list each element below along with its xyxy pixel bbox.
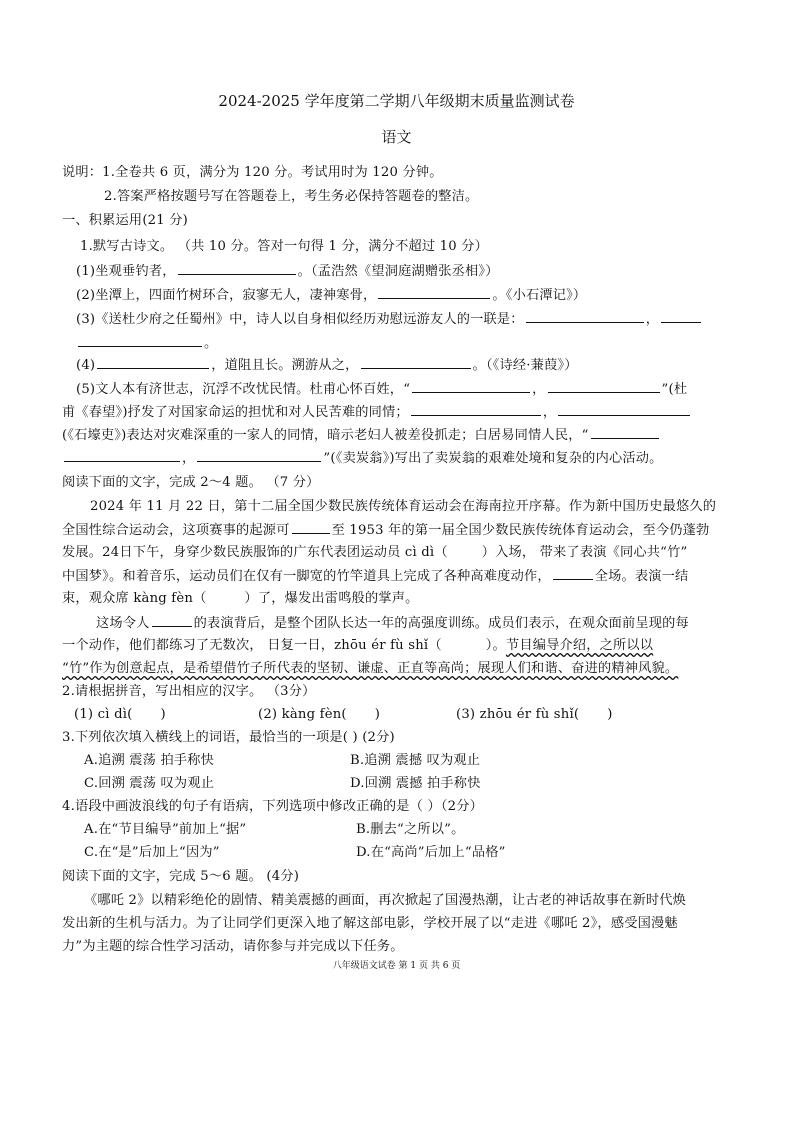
q1-header: 1.默写古诗文。 （共 10 分。答对一句得 1 分，满分不超过 10 分） <box>80 239 488 254</box>
q1-5-comma3: ， <box>182 451 196 466</box>
text-segment: 全场。表演一结 <box>594 569 689 584</box>
q1-3-text: (3)《送杜少府之任蜀州》中，诗人以自身相似经历劝慰远游友人的一联是： <box>76 312 524 327</box>
q1-item-5-line3 <box>62 424 733 447</box>
reading-1-p2-l3: “竹”作为创意起点，是希望借竹子所代表的坚韧、谦虚、正直等高尚；展现人们和谐、奋进的精神风貌。 <box>62 661 679 676</box>
q3-option-c[interactable]: C.回溯 震荡 叹为观止 <box>84 776 215 791</box>
reading-2-l3: 力”为主题的综合性学习活动，请你参与并完成以下任务。 <box>62 939 404 954</box>
reading-1-p1-l5 <box>62 588 733 610</box>
answer-blank[interactable] <box>661 308 701 323</box>
answer-blank[interactable] <box>178 260 296 275</box>
answer-blank[interactable] <box>292 519 330 534</box>
q1-4-num: (4) <box>76 358 96 373</box>
reading-1-p1-l2 <box>62 519 733 542</box>
q1-2-source: 。《小石潭记》） <box>492 288 587 303</box>
reading-1-p1-l1: 2024 年 11 月 22 日，第十二届全国少数民族传统体育运动会在海南拉开序幕。作为新中国历史最悠久的 <box>90 499 717 514</box>
reading-1-p2-l2 <box>62 635 733 657</box>
answer-blank[interactable] <box>553 565 593 580</box>
answer-blank[interactable] <box>78 332 202 347</box>
q1-1-source: 。（孟浩然《望洞庭湖赠张丞相》） <box>297 264 499 279</box>
text-segment: 全国性综合运动会，这项赛事的起源可 <box>62 523 290 538</box>
wavy-underlined-sentence: 节目编导介绍，之所以以 <box>505 638 654 653</box>
q1-item-1 <box>76 260 733 283</box>
answer-blank[interactable] <box>591 424 659 439</box>
answer-blank[interactable] <box>548 378 660 393</box>
q4-option-d[interactable]: D.在“高尚”后加上“品格” <box>356 845 506 860</box>
paren-close: ) <box>374 707 381 722</box>
q1-1-text: (1)坐观垂钓者， <box>76 264 176 279</box>
text-segment: 的表演背后，是整个团队长达一年的高强度训练。成员们表示，在观众面前呈现的每 <box>193 616 689 631</box>
q4-option-c[interactable]: C.在“是”后加上“因为” <box>84 845 220 860</box>
q3-option-d[interactable]: D.回溯 震撼 拍手称快 <box>350 776 481 791</box>
q3-text: 3.下列依次填入横线上的词语，最恰当的一项是( ) (2分) <box>62 730 395 745</box>
q4-option-b[interactable]: B.删去“之所以”。 <box>356 822 465 837</box>
answer-blank[interactable] <box>526 308 644 323</box>
q2-item-2: (2) kàng fèn( <box>258 707 347 722</box>
q1-5-text2: 甫《春望》)抒发了对国家命运的担忧和对人民苦难的同情； <box>62 405 409 420</box>
paren-close: ) <box>607 707 613 722</box>
reading-1-p1-l3 <box>62 542 733 564</box>
q1-item-2 <box>76 284 733 307</box>
q1-5-comma2: ， <box>542 405 557 420</box>
reading-2-intro: 阅读下面的文字，完成 5～6 题。 (4分) <box>62 869 300 884</box>
section-1-heading: 一、积累运用(21 分) <box>62 213 188 228</box>
reading-2-l1: 《哪吒 2》以精彩绝伦的剧情、精美震撼的画面，再次掀起了国漫热潮，让古老的神话故事在新时代焕 <box>84 893 687 908</box>
q2-item-1: (1) cì dì( <box>74 707 133 722</box>
q1-3-end: 。 <box>204 336 218 351</box>
answer-blank[interactable] <box>97 354 209 369</box>
reading-1-p1-l4 <box>62 565 733 588</box>
q2-item-3-row <box>456 704 733 726</box>
answer-blank[interactable] <box>152 612 192 627</box>
text-segment: 中国梦》。和着音乐，运动员们在仅有一脚宽的竹竿道具上完成了各种高难度动作， <box>62 569 551 584</box>
q1-5-text: (5)文人本有济世志，沉浮不改忧民情。杜甫心怀百姓，“ <box>76 382 411 397</box>
q1-4-source: 。（《诗经·蒹葭》） <box>472 358 578 373</box>
text-segment: 束，观众席 kàng fèn（ <box>62 591 207 606</box>
answer-blank[interactable] <box>558 401 690 416</box>
page-footer: 八年级语文试卷 第 1 页 共 6 页 <box>332 961 461 971</box>
reading-2-l2: 发出新的生机与活力。为了让同学们更深入地了解这部电影，学校开展了以“走进《哪吒 2》，感受国漫魅 <box>62 916 678 931</box>
q1-item-3-cont <box>76 332 733 355</box>
q4-option-a[interactable]: A.在“节目编导”前加上“据” <box>84 822 247 837</box>
q1-item-5-line2 <box>62 401 733 424</box>
q1-5-close: ”(杜 <box>661 382 688 397</box>
instruction-line-2: 2.答案严格按题号写在答题卷上，考生务必保持答题卷的整洁。 <box>104 189 479 204</box>
answer-blank[interactable] <box>411 401 541 416</box>
q1-2-text: (2)坐潭上，四面竹树环合，寂寥无人，凄神寒骨， <box>76 288 377 303</box>
q1-item-5-line4 <box>62 447 733 470</box>
answer-blank[interactable] <box>64 447 180 462</box>
text-segment: 至 1953 年的第一届全国少数民族传统体育运动会，至今仍蓬勃 <box>331 523 710 538</box>
q1-5-end: ”(《卖炭翁》)写出了卖炭翁的艰难处境和复杂的内心活动。 <box>323 451 663 466</box>
paren-close: ) <box>160 707 166 722</box>
reading-1-intro: 阅读下面的文字，完成 2～4 题。 （7 分） <box>62 475 320 490</box>
q1-item-4 <box>76 354 733 377</box>
q1-4-mid: ，道阻且长。溯游从之， <box>211 358 359 373</box>
answer-blank[interactable] <box>378 284 490 299</box>
q1-item-3 <box>76 308 733 331</box>
q3-option-a[interactable]: A.追溯 震荡 拍手称快 <box>84 753 214 768</box>
text-segment: ）了，爆发出雷鸣般的掌声。 <box>244 591 419 606</box>
q1-item-5-line1 <box>76 378 733 401</box>
answer-blank[interactable] <box>197 447 321 462</box>
q3-option-b[interactable]: B.追溯 震撼 叹为观止 <box>350 753 481 768</box>
text-segment: 发展。24日下午，身穿少数民族服饰的广东代表团运动员 cì dì（ <box>62 545 448 560</box>
answer-blank[interactable] <box>412 378 530 393</box>
answer-blank[interactable] <box>361 354 471 369</box>
exam-subject: 语文 <box>381 128 412 146</box>
instruction-line-1: 说明：1.全卷共 6 页，满分为 120 分。考试用时为 120 分钟。 <box>62 165 443 180</box>
text-segment: 一个动作，他们都练习了无数次， 日复一日，zhōu ér fù shǐ（ <box>62 638 442 653</box>
q1-3-comma: ， <box>645 312 660 327</box>
exam-title: 2024-2025 学年度第二学期八年级期末质量监测试卷 <box>218 92 575 110</box>
q2-text: 2.请根据拼音，写出相应的汉字。 （3分） <box>62 684 316 699</box>
q2-item-3: (3) zhōu ér fù shǐ( <box>456 707 580 722</box>
text-segment: ）。 <box>485 638 506 653</box>
q1-5-comma: ， <box>532 382 546 397</box>
q1-5-text3: (《石壕吏》)表达对灾难深重的一家人的同情，暗示老妇人被差役抓走；白居易同情人民，“ <box>62 428 589 443</box>
text-segment: ）入场， 带来了表演《同心共“竹” <box>481 545 688 560</box>
reading-1-p2-l1 <box>96 612 733 635</box>
q4-text: 4.语段中画波浪线的句子有语病，下列选项中修改正确的是（ ）（2分） <box>62 799 483 814</box>
text-segment: 这场令人 <box>96 616 150 631</box>
